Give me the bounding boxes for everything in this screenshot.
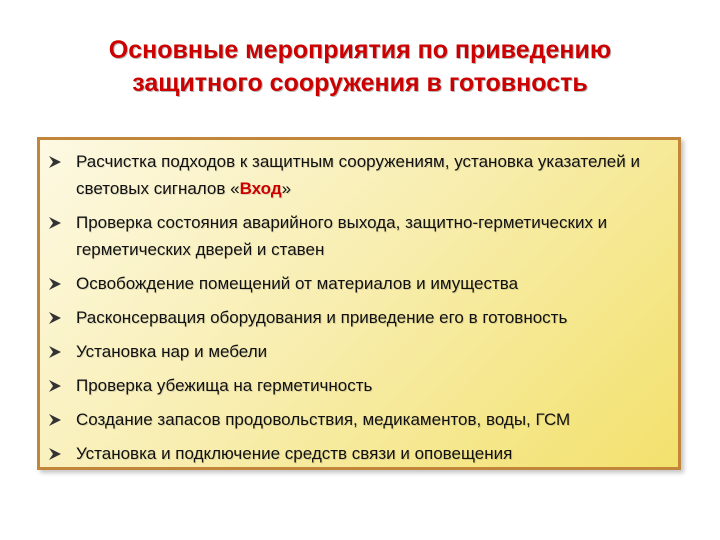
list-item <box>40 440 678 467</box>
list-item <box>40 270 678 297</box>
list-item <box>40 304 678 331</box>
list-item-text: Освобождение помещений от материалов и имущества <box>76 274 519 293</box>
list-item <box>40 406 678 433</box>
entrance-highlight: Вход <box>239 179 282 198</box>
measures-list <box>40 148 678 474</box>
arrow-bullet-icon <box>48 278 62 290</box>
list-item <box>40 209 678 263</box>
arrow-bullet-icon <box>48 156 62 168</box>
list-item <box>40 148 678 202</box>
arrow-bullet-icon <box>48 380 62 392</box>
arrow-bullet-icon <box>48 414 62 426</box>
list-item-text: Установка нар и мебели <box>76 342 268 361</box>
list-item-text: Проверка состояния аварийного выхода, защитно-герметических и герметических дверей и ставен <box>76 213 608 259</box>
slide-title-line-2: защитного сооружения в готовность <box>132 69 588 97</box>
list-item <box>40 338 678 365</box>
arrow-bullet-icon <box>48 346 62 358</box>
list-item-text: Расчистка подходов к защитным сооружениям, установка указателей и световых сигналов « <box>76 152 640 198</box>
list-item-text: Проверка убежища на герметичность <box>76 376 373 395</box>
list-item-text: Создание запасов продовольствия, медикаментов, воды, ГСМ <box>76 410 571 429</box>
list-item-text-end: » <box>281 179 292 198</box>
list-item-text: Установка и подключение средств связи и оповещения <box>76 444 513 463</box>
list-item-text: Расконсервация оборудования и приведение его в готовность <box>76 308 568 327</box>
slide-title <box>40 34 680 100</box>
slide-title-line-1: Основные мероприятия по приведению <box>108 36 612 64</box>
list-item <box>40 372 678 399</box>
arrow-bullet-icon <box>48 217 62 229</box>
measures-box <box>37 137 681 470</box>
arrow-bullet-icon <box>48 448 62 460</box>
arrow-bullet-icon <box>48 312 62 324</box>
